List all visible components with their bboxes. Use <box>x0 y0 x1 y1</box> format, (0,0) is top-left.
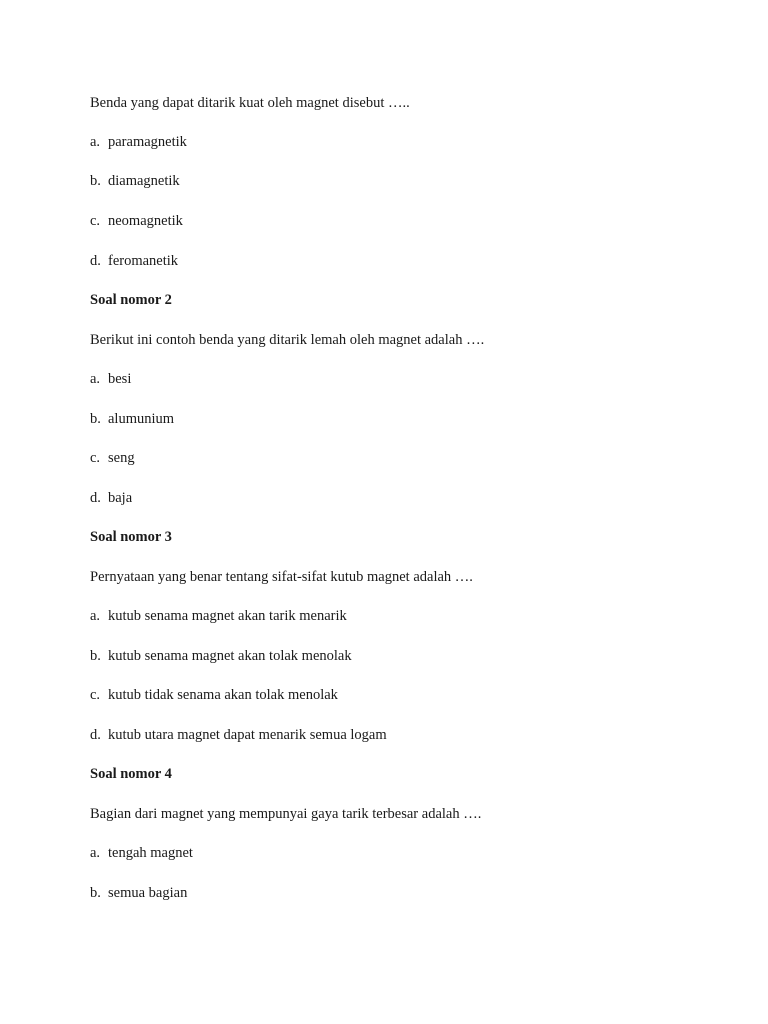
question-3-option-a <box>90 607 347 625</box>
question-4-text: Bagian dari magnet yang mempunyai gaya tarik terbesar adalah …. <box>90 806 482 822</box>
option-letter: b. <box>90 648 101 664</box>
option-letter: c. <box>90 213 101 229</box>
question-2-option-c <box>90 449 135 467</box>
question-4-heading: Soal nomor 4 <box>90 766 172 782</box>
question-3-option-d <box>90 726 387 744</box>
question-3-option-c <box>90 686 338 704</box>
option-letter: d. <box>90 727 101 743</box>
question-1-option-a <box>90 133 187 151</box>
question-1-option-b <box>90 172 180 190</box>
question-2-option-a <box>90 370 131 388</box>
option-letter: a. <box>90 845 101 861</box>
question-2-option-d <box>90 489 132 507</box>
option-text: kutub senama magnet akan tolak menolak <box>108 648 352 664</box>
question-1-option-c <box>90 212 183 230</box>
question-2-option-b <box>90 410 174 428</box>
option-letter: a. <box>90 371 101 387</box>
option-letter: a. <box>90 608 101 624</box>
option-letter: c. <box>90 687 101 703</box>
question-3-text: Pernyataan yang benar tentang sifat-sifat kutub magnet adalah …. <box>90 569 473 585</box>
option-text: neomagnetik <box>108 213 183 229</box>
question-3-heading: Soal nomor 3 <box>90 529 172 545</box>
question-4-option-b <box>90 884 187 902</box>
option-letter: a. <box>90 134 101 150</box>
option-letter: b. <box>90 885 101 901</box>
option-text: baja <box>108 490 133 506</box>
option-text: feromanetik <box>108 253 179 269</box>
option-text: semua bagian <box>108 885 188 901</box>
option-letter: d. <box>90 490 101 506</box>
option-text: diamagnetik <box>108 173 180 189</box>
option-text: paramagnetik <box>108 134 187 150</box>
option-text: tengah magnet <box>108 845 193 861</box>
option-text: kutub utara magnet dapat menarik semua logam <box>108 727 387 743</box>
question-1-option-d <box>90 252 178 270</box>
option-text: kutub senama magnet akan tarik menarik <box>108 608 347 624</box>
option-text: alumunium <box>108 411 175 427</box>
option-letter: c. <box>90 450 101 466</box>
question-2-heading: Soal nomor 2 <box>90 292 172 308</box>
option-letter: b. <box>90 173 101 189</box>
question-2-text: Berikut ini contoh benda yang ditarik lemah oleh magnet adalah …. <box>90 332 485 348</box>
option-letter: d. <box>90 253 101 269</box>
option-text: besi <box>108 371 132 387</box>
option-text: kutub tidak senama akan tolak menolak <box>108 687 338 703</box>
question-3-option-b <box>90 647 352 665</box>
question-1-text: Benda yang dapat ditarik kuat oleh magnet disebut ….. <box>90 95 410 111</box>
option-text: seng <box>108 450 135 466</box>
question-4-option-a <box>90 844 193 862</box>
option-letter: b. <box>90 411 101 427</box>
